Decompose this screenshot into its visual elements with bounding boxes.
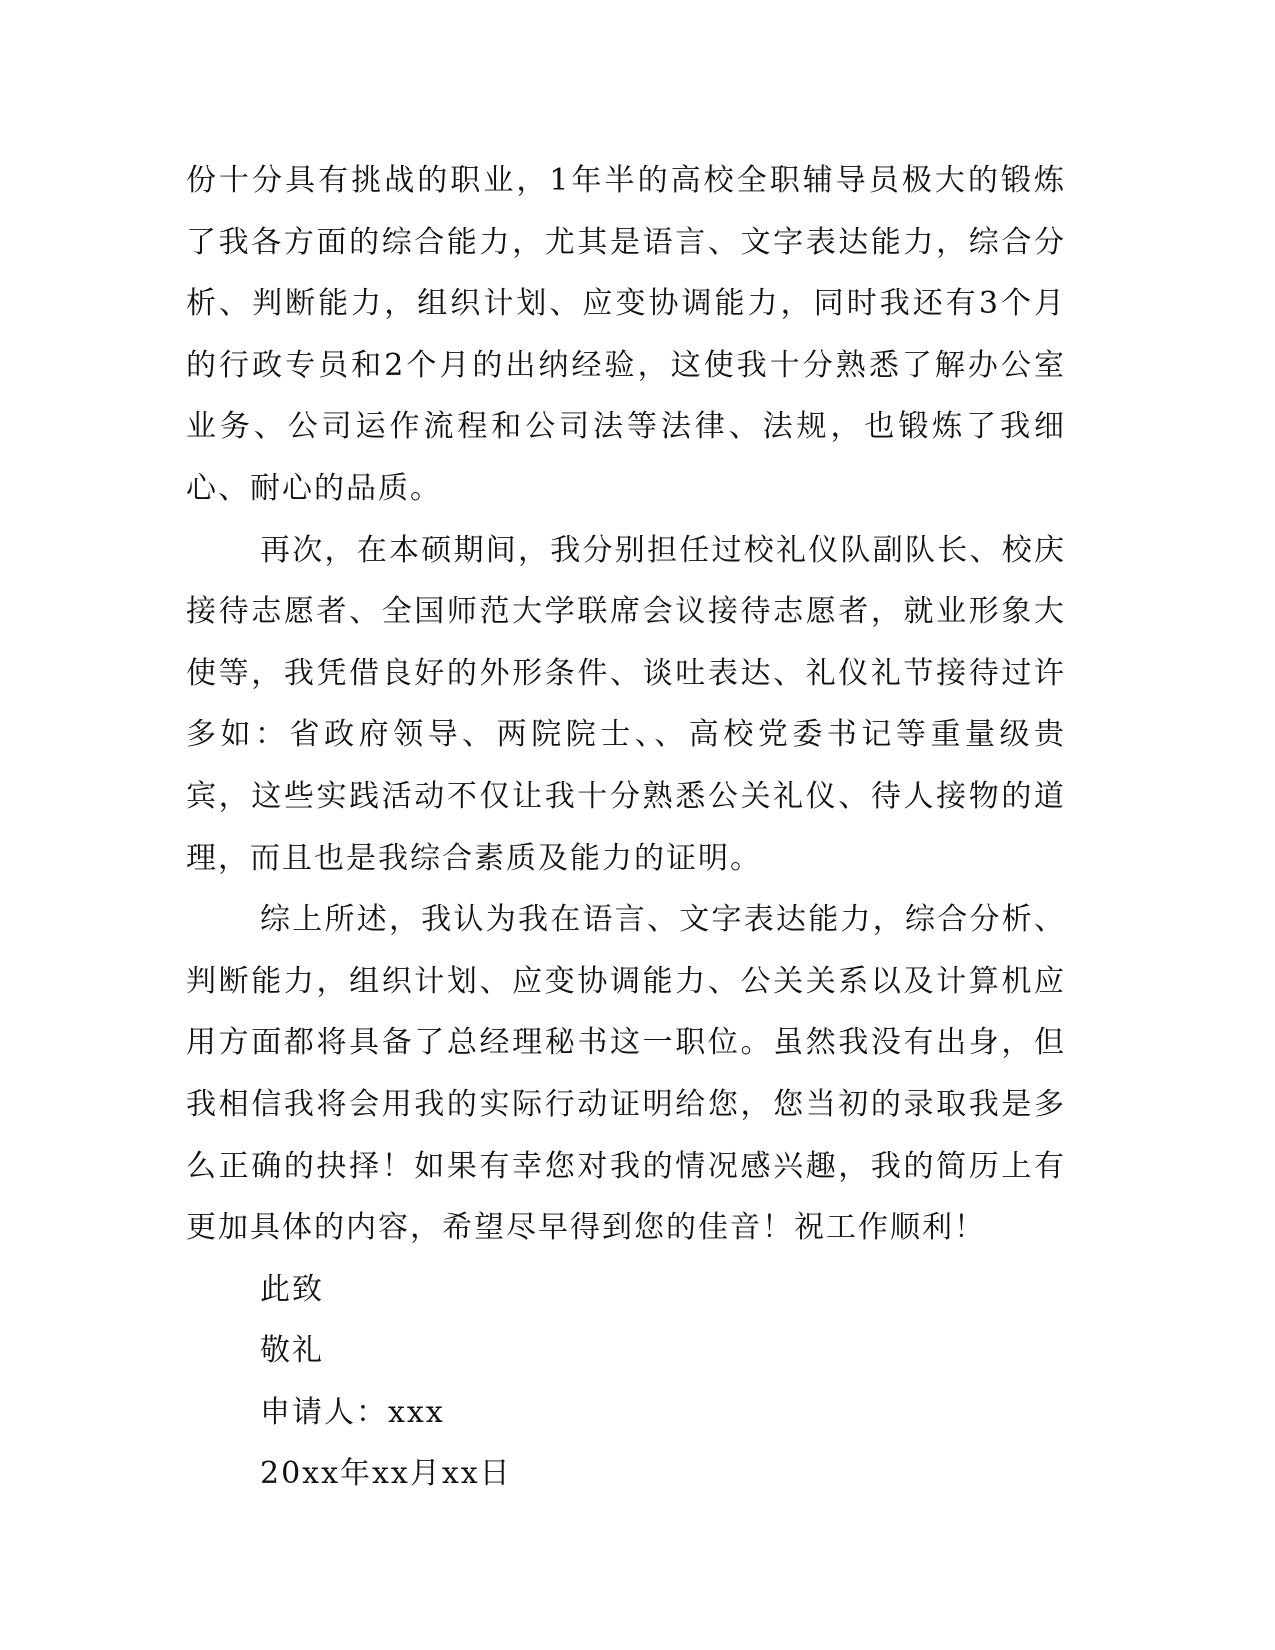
closing-salutation: 此致 [260, 1271, 324, 1307]
closing-regards: 敬礼 [260, 1333, 324, 1369]
paragraph-activities: 再次，在本硕期间，我分别担任过校礼仪队副队长、校庆接待志愿者、全国师范大学联席会议接待志愿者，就业形象大使等，我凭借良好的外形条件、谈吐表达、礼仪礼节接待过许多如：省政府领导、两院院士、、高校党委书记等重量级贵宾，这些实践活动不仅让我十分熟悉公关礼仪、待人接物的道理，而且也是我综合素质及能力的证明。 [186, 532, 1066, 876]
letter-date: 20xx年xx月xx日 [260, 1456, 512, 1492]
paragraph-summary: 综上所述，我认为我在语言、文字表达能力，综合分析、判断能力，组织计划、应变协调能力、公关关系以及计算机应用方面都将具备了总经理秘书这一职位。虽然我没有出身，但我相信我将会用我的实际行动证明给您，您当初的录取我是多么正确的抉择！如果有幸您对我的情况感兴趣，我的简历上有更加具体的内容，希望尽早得到您的佳音！祝工作顺利！ [186, 902, 1066, 1246]
applicant-signature: 申请人：xxx [260, 1394, 445, 1430]
paragraph-experience: 份十分具有挑战的职业，1年半的高校全职辅导员极大的锻炼了我各方面的综合能力，尤其是语言、文字表达能力，综合分析、判断能力，组织计划、应变协调能力，同时我还有3个月的行政专员和2个月的出纳经验，这使我十分熟悉了解办公室业务、公司运作流程和公司法等法律、法规，也锻炼了我细心、耐心的品质。 [186, 163, 1066, 506]
document-page [186, 150, 1066, 1505]
